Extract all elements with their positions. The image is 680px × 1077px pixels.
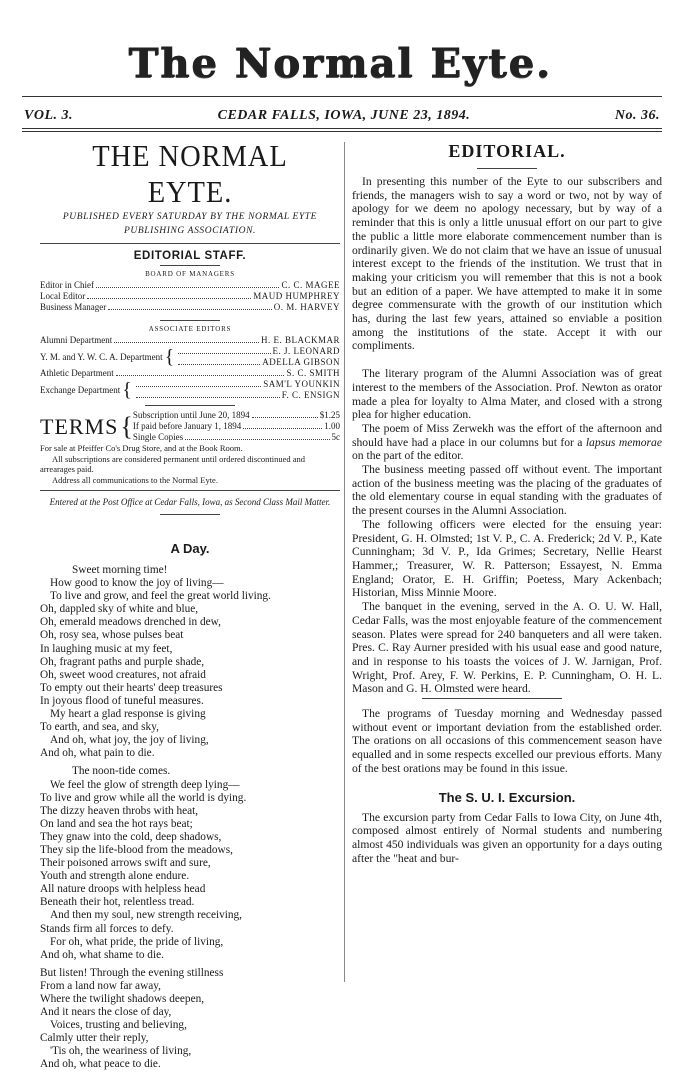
- poem-line: To earth, and sea, and sky,: [40, 721, 159, 734]
- brace-icon: {: [122, 379, 132, 401]
- poem-line: My heart a glad response is giving: [50, 708, 206, 721]
- terms-label: TERMS: [40, 413, 119, 439]
- poem-line: Beneath their hot, relentless tread.: [40, 896, 195, 909]
- poem-line: Sweet morning time!: [72, 564, 168, 576]
- dateline-rule-top: [22, 128, 662, 129]
- masthead-title: The Normal Eyte.: [128, 40, 552, 87]
- excursion-paragraph: The excursion party from Cedar Falls to Iowa City, on June 4th, composed almost entirely of Normal students and numbering almost 450 individuals was given an opportunity for a days outing after the "heat and bur-: [352, 810, 662, 865]
- dateline-rule-bottom: [22, 131, 662, 132]
- divider: [145, 405, 235, 406]
- name: MAUD HUMPHREY: [253, 291, 340, 301]
- editorial-staff-heading: EDITORIAL STAFF.: [133, 250, 247, 262]
- programs-paragraph: The programs of Tuesday morning and Wednesday passed without event or important deviation from the established order. The orations on all occasions of this commencement season have equalled and in some respects excelled our previous efforts. Many of the best orations may be found in this issue.: [352, 707, 662, 775]
- poem-line: To live and grow while all the world is dying.: [40, 791, 247, 804]
- italic-text: lapsus memorae: [585, 435, 662, 449]
- poem-line: Oh, rosy sea, whose pulses beat: [40, 629, 184, 642]
- poem-line: They gnaw into the cold, deep shadows,: [40, 830, 222, 843]
- divider: [422, 698, 562, 699]
- right-column: [352, 140, 662, 865]
- leader-dots: [243, 421, 322, 429]
- text: on the part of the editor.: [352, 449, 464, 463]
- staff-row: [40, 280, 340, 291]
- business-meeting-paragraph: The business meeting passed off without event. The important action of the business meeting was the placing of the graduates of the old elementary course in equal standing with the graduates of the present courses in the Alumni Association.: [352, 463, 662, 518]
- poem-line: Oh, dappled sky of white and blue,: [40, 603, 199, 616]
- staff-row: [40, 368, 340, 379]
- name: ADELLA GIBSON: [262, 357, 340, 367]
- leader-dots: [178, 357, 260, 365]
- text: The poem of Miss Zerwekh was the effort of the afternoon and should have had a place in our columns but for a: [352, 421, 662, 449]
- poem-line: For oh, what pride, the pride of living,: [50, 935, 224, 948]
- poem-note-paragraph: [352, 422, 662, 463]
- name: SAM'L YOUNKIN: [263, 379, 340, 389]
- role: Local Editor: [40, 291, 86, 301]
- leader-dots: [185, 432, 329, 440]
- leader-dots: [178, 346, 270, 354]
- poem-line: In joyous flood of tuneful measures.: [40, 694, 204, 707]
- column-divider: [344, 142, 345, 982]
- leader-dots: [96, 280, 279, 288]
- issue-number: No. 36.: [614, 108, 660, 123]
- poem-line: Oh, fragrant paths and purple shade,: [40, 655, 205, 668]
- sui-excursion-heading: The S. U. I. Excursion.: [438, 789, 576, 805]
- poem-line: Stands firm all forces to defy.: [40, 922, 174, 935]
- left-column: [40, 138, 340, 1077]
- entered-notice: Entered at the Post Office at Cedar Falls, Iowa, as Second Class Mail Matter.: [49, 497, 331, 507]
- paper-title: THE NORMAL EYTE.: [92, 138, 288, 209]
- role: Alumni Department: [40, 335, 113, 345]
- role: Editor in Chief: [40, 280, 94, 290]
- poem-line: But listen! Through the evening stillness: [40, 966, 224, 979]
- role: Business Manager: [40, 302, 107, 312]
- poem-line: Oh, emerald meadows drenched in dew,: [40, 616, 221, 629]
- poem-line: And it nears the close of day,: [40, 1006, 172, 1019]
- published-by: PUBLISHED EVERY SATURDAY BY THE NORMAL EYTE: [62, 212, 318, 222]
- poem-line: Their poisoned arrows swift and sure,: [40, 857, 211, 870]
- role: Athletic Department: [40, 368, 114, 378]
- role: Y. M. and Y. W. C. A. Department: [40, 351, 163, 362]
- leader-dots: [114, 335, 259, 343]
- board-heading: BOARD OF MANAGERS: [145, 270, 235, 278]
- term-price: 5c: [331, 432, 340, 442]
- poem-line: 'Tis oh, the weariness of living,: [50, 1045, 192, 1058]
- officers-paragraph: The following officers were elected for the ensuing year: President, G. H. Olmsted; 1st V. P., C. A. Frederick; 2d V. P., Kate Cunningham; 3d V. P., Ida Grimes; Secretary, Nellie Hearst Hammer,; Treasurer, W. R. Patterson; Essayest, N. Emma England; Orator, E. H. Griffin; Poetess, Mary Ackenbach; Historian, Miss Minnie Moore.: [352, 517, 662, 600]
- name: E. J. LEONARD: [272, 346, 340, 356]
- banquet-paragraph: The banquet in the evening, served in the A. O. U. W. Hall, Cedar Falls, was the most enjoyable feature of the commencement season. Plates were spread for 240 banqueters and all were taken. Pres. C. Ray Aurner presided with his usual ease and good nature, and in response to his toasts the voices of J. W. Jarnigan, Prof. Wright, Prof. Arey, F. W. Perkins, E. P. Cunningham, O. H. L. Mason and G. H. Olmsted were heard.: [352, 600, 662, 696]
- poem-line: Calmly utter their reply,: [40, 1032, 149, 1045]
- leader-dots: [87, 291, 251, 299]
- staff-row: [40, 335, 340, 346]
- poem-line: Voices, trusting and believing,: [50, 1019, 187, 1032]
- poem-line: Oh, sweet wood creatures, not afraid: [40, 668, 206, 681]
- name: C. C. MAGEE: [281, 280, 340, 290]
- leader-dots: [136, 390, 280, 398]
- divider: [160, 320, 220, 321]
- staff-row: [40, 302, 340, 313]
- poem-line: The dizzy heaven throbs with heat,: [40, 804, 199, 817]
- for-sale-note: For sale at Pfeiffer Co's Drug Store, and at the Book Room.: [40, 443, 243, 453]
- term-item: Subscription until June 20, 1894: [132, 410, 250, 420]
- name: F. C. ENSIGN: [281, 390, 340, 400]
- poem: [40, 564, 340, 1072]
- leader-dots: [252, 410, 318, 418]
- divider: [40, 490, 340, 491]
- term-item: Single Copies: [132, 432, 184, 442]
- leader-dots: [116, 368, 285, 376]
- publishing-association: PUBLISHING ASSOCIATION.: [123, 226, 257, 236]
- associate-heading: ASSOCIATE EDITORS: [148, 325, 232, 333]
- poem-line: And oh, what pain to die.: [40, 747, 155, 760]
- poem-line: They sip the life-blood from the meadows,: [40, 843, 233, 856]
- dateline: [24, 108, 660, 124]
- subscriptions-note: All subscriptions are considered permanent until ordered discontinued and arrearages paid.: [40, 453, 306, 474]
- poem-line: From a land now far away,: [40, 979, 161, 992]
- leader-dots: [136, 379, 261, 387]
- masthead-rule: [22, 96, 662, 97]
- term-price: 1.00: [324, 421, 340, 431]
- poem-line: How good to know the joy of living—: [50, 577, 224, 590]
- poem-title: A Day.: [170, 541, 210, 556]
- brace-icon: {: [164, 346, 175, 368]
- place-date: CEDAR FALLS, IOWA, JUNE 23, 1894.: [217, 108, 471, 123]
- role: Exchange Department: [40, 384, 121, 395]
- name: O. M. HARVEY: [273, 302, 340, 312]
- poem-line: And oh, what shame to die.: [40, 948, 164, 961]
- poem-line: To live and grow, and feel the great world living.: [50, 590, 271, 603]
- poem-line: And then my soul, new strength receiving,: [50, 909, 243, 922]
- editorial-paragraph: In presenting this number of the Eyte to our subscribers and friends, the managers wish to say a word or two, not by way of apology for we deem no apology necessary, but by way of a reminder that this is only a little unusual effort on our part to give the public a little more elaborate commencement number than is ordinarily given. We do not claim that we have an issue of unusual interest except to the friends of the institution. We trust that in making your criticism you will remember that this is not a book but an edition of a paper. We have attempted to make it in some degree commensurate with the growth of our institution which has, during the last few years, attained so enviable a position among the institutions of the state. Accept it with our compliments.: [352, 175, 662, 353]
- poem-line: We feel the glow of strength deep lying—: [50, 778, 240, 791]
- editorial-heading: EDITORIAL.: [448, 141, 566, 161]
- poem-line: Where the twilight shadows deepen,: [40, 993, 205, 1005]
- poem-line: The noon-tide comes.: [72, 765, 171, 778]
- poem-line: On land and sea the hot rays beat;: [40, 817, 193, 830]
- terms-block: [40, 410, 340, 443]
- address-note: Address all communications to the Normal Eyte.: [52, 474, 218, 485]
- leader-dots: [108, 302, 271, 310]
- poem-line: And oh, what joy, the joy of living,: [50, 734, 209, 747]
- poem-line: In laughing music at my feet,: [40, 642, 173, 655]
- term-price: $1.25: [319, 410, 340, 420]
- poem-line: And oh, what peace to die.: [40, 1058, 161, 1071]
- poem-stanza: [40, 967, 340, 1072]
- term-item: If paid before January 1, 1894: [132, 421, 242, 431]
- poem-stanza: [40, 564, 340, 760]
- poem-line: Youth and strength alone endure.: [40, 870, 190, 883]
- poem-stanza: [40, 765, 340, 961]
- board-list: [40, 280, 340, 313]
- divider: [160, 514, 220, 515]
- staff-row: [40, 346, 340, 368]
- poem-line: To empty out their hearts' deep treasures: [40, 681, 223, 694]
- poem-line: All nature droops with helpless head: [40, 883, 206, 896]
- name: S. C. SMITH: [286, 368, 340, 378]
- brace-icon: {: [120, 411, 133, 441]
- divider: [160, 265, 220, 266]
- divider: [477, 168, 537, 169]
- divider: [40, 243, 340, 244]
- staff-row: [40, 291, 340, 302]
- name: H. E. BLACKMAR: [260, 335, 340, 345]
- volume: VOL. 3.: [24, 108, 73, 123]
- alumni-program-paragraph: The literary program of the Alumni Association was of great interest to the members of the Association. Prof. Newton as orator made a plea for loyalty to Alma Mater, and closed with a strong plea for higher education.: [352, 367, 662, 422]
- staff-row: [40, 379, 340, 401]
